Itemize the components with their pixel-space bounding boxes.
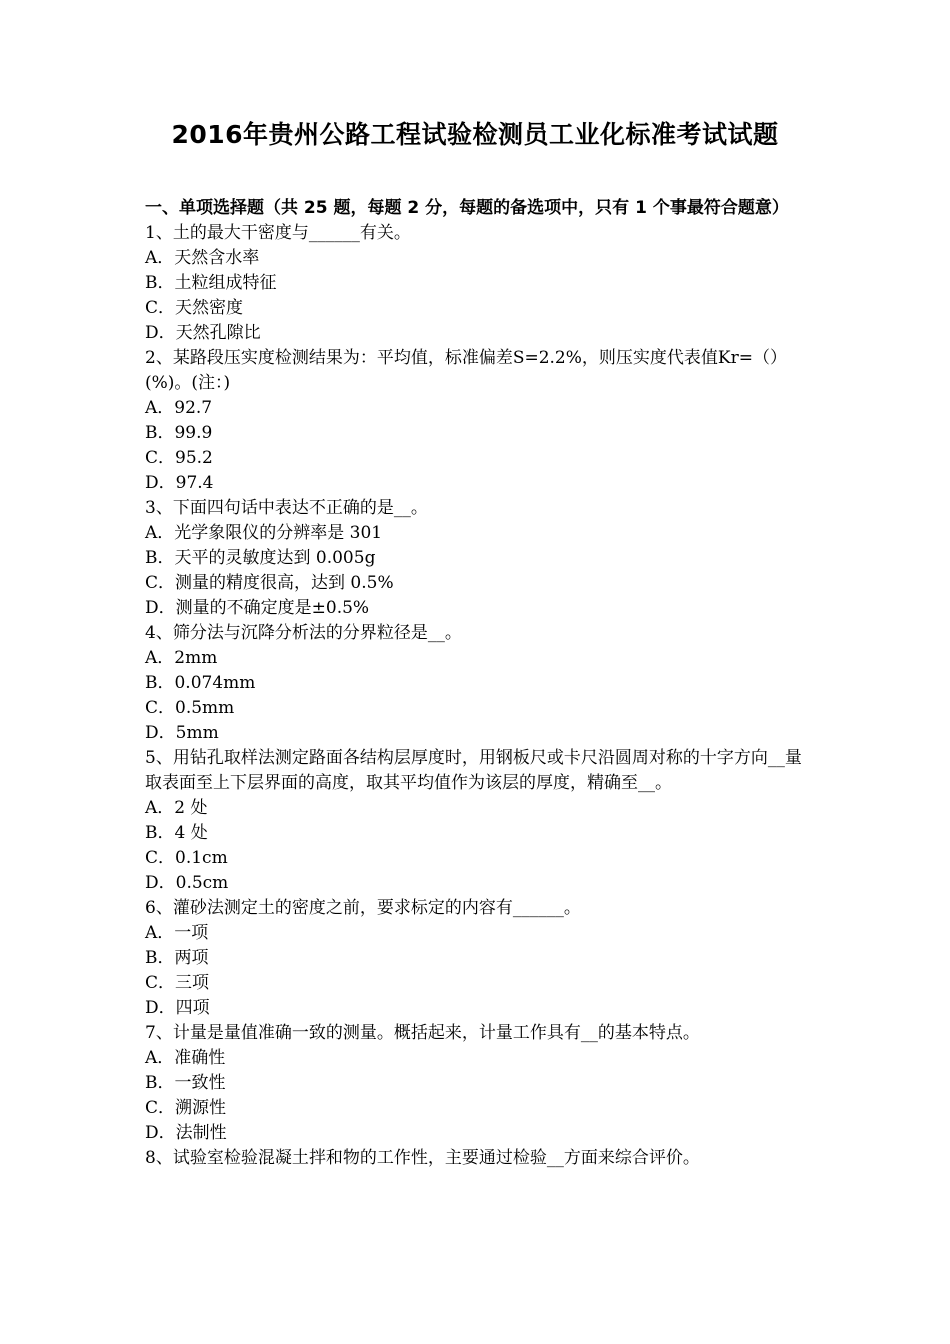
option-a: A．2 处 bbox=[145, 798, 208, 818]
option-d: D．法制性 bbox=[145, 1123, 227, 1143]
option-a: A．天然含水率 bbox=[145, 248, 260, 268]
option-b: B．两项 bbox=[145, 948, 209, 968]
option-c: C．天然密度 bbox=[145, 298, 244, 318]
option-b: B．0.074mm bbox=[145, 673, 256, 693]
question-block bbox=[145, 221, 813, 346]
question-text: 3、下面四句话中表达不正确的是__。 bbox=[145, 498, 428, 518]
question-text: 4、筛分法与沉降分析法的分界粒径是__。 bbox=[145, 623, 462, 643]
question-block bbox=[145, 1021, 813, 1146]
option-c: C．95.2 bbox=[145, 448, 213, 468]
option-c: C．三项 bbox=[145, 973, 210, 993]
question-block bbox=[145, 896, 813, 1021]
option-d: D．测量的不确定度是±0.5% bbox=[145, 598, 370, 618]
question-text: 8、试验室检验混凝土拌和物的工作性，主要通过检验__方面来综合评价。 bbox=[145, 1148, 700, 1168]
option-b: B．天平的灵敏度达到 0.005g bbox=[145, 548, 376, 568]
option-a: A．光学象限仪的分辨率是 301 bbox=[145, 523, 383, 543]
option-c: C．0.5mm bbox=[145, 698, 235, 718]
option-d: D．97.4 bbox=[145, 473, 214, 493]
option-c: C．溯源性 bbox=[145, 1098, 227, 1118]
option-a: A．92.7 bbox=[145, 398, 213, 418]
option-a: A．准确性 bbox=[145, 1048, 226, 1068]
question-block bbox=[145, 496, 813, 621]
document-body bbox=[145, 196, 813, 1171]
option-d: D．天然孔隙比 bbox=[145, 323, 261, 343]
option-b: B．一致性 bbox=[145, 1073, 226, 1093]
question-block bbox=[145, 746, 813, 896]
question-text: 1、土的最大干密度与______有关。 bbox=[145, 223, 411, 243]
option-a: A．2mm bbox=[145, 648, 218, 668]
question-text: 5、用钻孔取样法测定路面各结构层厚度时，用钢板尺或卡尺沿圆周对称的十字方向__量取表面至上下层界面的高度，取其平均值作为该层的厚度，精确至__。 bbox=[145, 748, 802, 793]
option-a: A．一项 bbox=[145, 923, 209, 943]
question-text: 2、某路段压实度检测结果为：平均值，标准偏差S=2.2%，则压实度代表值Kr=（）(%)。(注：) bbox=[145, 348, 787, 393]
section-heading: 一、单项选择题（共 25 题，每题 2 分，每题的备选项中，只有 1 个事最符合题意） bbox=[145, 198, 789, 218]
document-title: 2016年贵州公路工程试验检测员工业化标准考试试题 bbox=[171, 120, 779, 149]
option-c: C．测量的精度很高，达到 0.5% bbox=[145, 573, 394, 593]
question-text: 7、计量是量值准确一致的测量。概括起来，计量工作具有__的基本特点。 bbox=[145, 1023, 700, 1043]
option-b: B．土粒组成特征 bbox=[145, 273, 277, 293]
option-c: C．0.1cm bbox=[145, 848, 228, 868]
question-block bbox=[145, 346, 813, 496]
option-b: B．99.9 bbox=[145, 423, 213, 443]
option-b: B．4 处 bbox=[145, 823, 208, 843]
question-block bbox=[145, 621, 813, 746]
option-d: D．四项 bbox=[145, 998, 210, 1018]
option-d: D．0.5cm bbox=[145, 873, 229, 893]
option-d: D．5mm bbox=[145, 723, 219, 743]
question-text: 6、灌砂法测定土的密度之前，要求标定的内容有______。 bbox=[145, 898, 581, 918]
question-block bbox=[145, 1146, 813, 1171]
